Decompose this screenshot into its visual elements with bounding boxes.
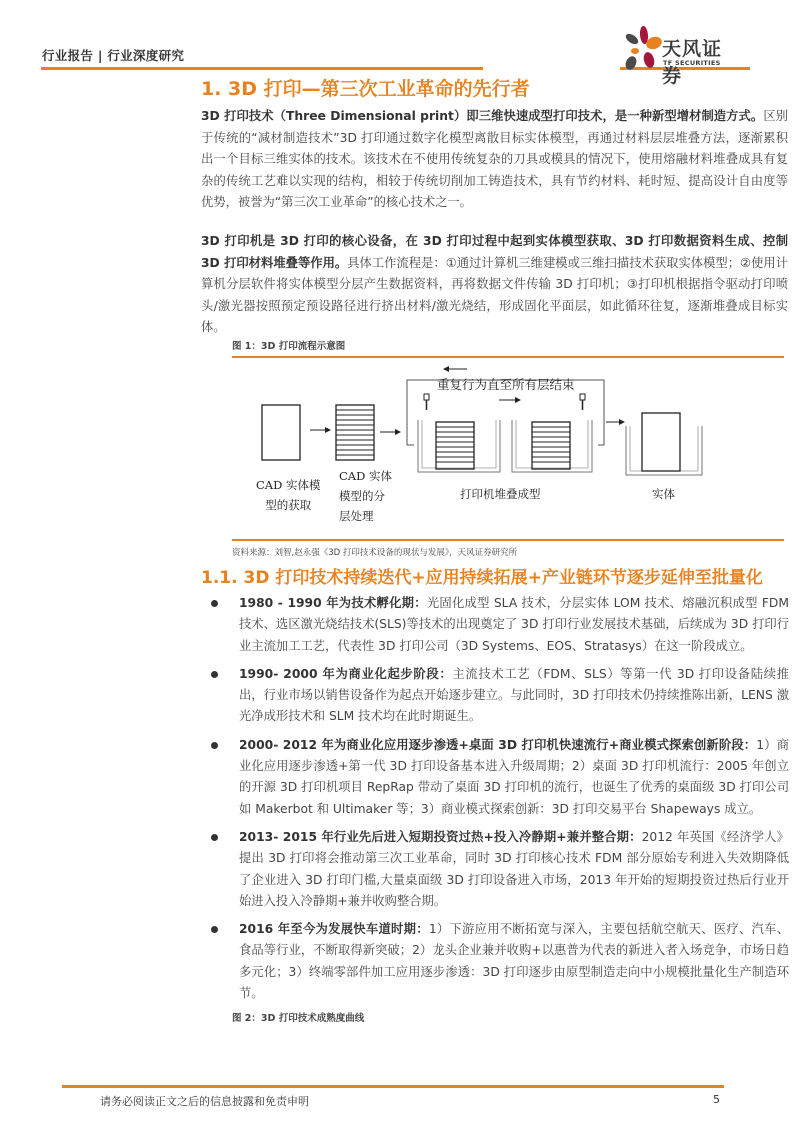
figure-1-bottom-rule: [232, 539, 784, 541]
footer-divider: [62, 1085, 724, 1088]
bullet-icon: [211, 600, 218, 607]
figure-1-caption: 图 1：3D 打印流程示意图: [232, 341, 346, 352]
timeline-item-1980-1990: 1980 - 1990 年为技术孵化期：光固化成型 SLA 技术，分层实体 LOM 技术、熔融沉积成型 FDM 技术、选区激光烧结技术(SLS)等技术的出现奠定了 3D 打印行业发展技术基础，后续成为 3D 打印行业主流加工工艺，代表性 3D 打印公司（3D Systems、EOS、Stratasys）在这一阶段成立。: [209, 593, 789, 657]
figure-1-diagram: [232, 360, 784, 535]
paragraph-body: 具体工作流程是：①通过计算机三维建模或三维扫描技术获取实体模型；②使用计算机分层软件将实体模型分层产生数据资料，再将数据文件传输 3D 打印机；③打印机根据指令驱动打印喷头/激光器按照预定预设路径进行挤出材料/激光烧结，形成固化平面层，如此循环往复，逐渐堆叠成目标实体。: [201, 255, 788, 334]
figure-2-caption: 图 2：3D 打印技术成熟度曲线: [232, 1013, 365, 1024]
paragraph-lead: 3D 打印机是 3D 打印的核心设备，在 3D 打印过程中起到实体模型获取、3D 打印数据资料生成、控制 3D 打印材料堆叠等作用。: [201, 234, 788, 270]
footer-disclaimer: 请务必阅读正文之后的信息披露和免责申明: [100, 1095, 309, 1108]
section-title: 1. 3D 打印—第三次工业革命的先行者: [201, 78, 530, 100]
timeline-bullet-list: [209, 593, 789, 1011]
logo-flower-icon: [618, 25, 662, 71]
bullet-icon: [211, 834, 218, 841]
step-4-label: 实体: [652, 487, 675, 501]
timeline-item-2013-2015: 2013- 2015 年行业先后进入短期投资过热+投入冷静期+兼并整合期：2012 年英国《经济学人》提出 3D 打印将会推动第三次工业革命，同时 3D 打印核心技术 FDM 部分原始专利进入失效期降低了企业进入 3D 打印门槛,大量桌面级 3D 打印设备进入市场，2013 年开始的短期投资过热后行业开始进入投入冷静期+兼并收购整合期。: [209, 827, 789, 912]
logo-text-cn: 天风证券: [662, 38, 723, 87]
company-logo: [618, 25, 738, 87]
bullet-icon: [211, 671, 218, 678]
logo-text-en: TF SECURITIES: [663, 59, 721, 67]
figure-1-source: 资料来源：刘智,赵永强《3D 打印技术设备的现状与发展》，天风证券研究所: [232, 548, 518, 558]
figure-1-top-rule: [232, 356, 784, 358]
paragraph-lead: 3D 打印技术（Three Dimensional print）即三维快速成型打印技术，是一种新型增材制造方式。: [201, 109, 764, 123]
timeline-item-1990-2000: 1990- 2000 年为商业化起步阶段：主流技术工艺（FDM、SLS）等第一代 3D 打印设备陆续推出，行业市场以销售设备作为起点开始逐步建立。与此同时，3D 打印技术仍持续推陈出新，LENS 激光净成形技术和 SLM 技术均在此时期诞生。: [209, 664, 789, 728]
page-number: 5: [713, 1093, 720, 1106]
paragraph-body: 区别于传统的“减材制造技术”3D 打印通过数字化模型离散目标实体模型，再通过材料层层堆叠方法，逐渐累积出一个目标三维实体的技术。该技术在不使用传统复杂的刀具或模具的情况下，使用熔融材料堆叠成具有复杂的传统工艺难以实现的结构，相较于传统切削加工铸造技术，具有节约材料、耗时短、提高设计自由度等优势，被誉为“第三次工业革命”的核心技术之一。: [201, 109, 788, 209]
bullet-icon: [211, 742, 218, 749]
paragraph-3d-printer-role: [201, 231, 788, 339]
step-1-label: CAD 实体模 型的获取: [256, 478, 321, 512]
subsection-title: 1.1. 3D 打印技术持续迭代+应用持续拓展+产业链环节逐步延伸至批量化: [201, 568, 763, 588]
paragraph-3d-printing-intro: [201, 106, 788, 214]
timeline-item-2000-2012: 2000- 2012 年为商业化应用逐步渗透+桌面 3D 打印机快速流行+商业模式探索创新阶段：1）商业化应用逐步渗透+第一代 3D 打印设备基本进入升级周期；2）桌面 3D 打印机流行：2005 年创立的开源 3D 打印机项目 RepRap 带动了桌面 3D 打印机的流行，也诞生了优秀的桌面级 3D 打印公司如 Makerbot 和 Ultimaker 等；3）商业模式探索创新：3D 打印交易平台 Shapeways 成立。: [209, 735, 789, 820]
loop-label: 重复行为直至所有层结束: [437, 377, 575, 392]
report-type-label: 行业报告 | 行业深度研究: [42, 48, 185, 63]
step-3-label: 打印机堆叠成型: [460, 487, 541, 501]
bullet-icon: [211, 926, 218, 933]
header-divider: [41, 67, 483, 70]
timeline-item-2016-present: 2016 年至今为发展快车道时期：1）下游应用不断拓宽与深入，主要包括航空航天、医疗、汽车、食品等行业，不断取得新突破；2）龙头企业兼并收购+以惠普为代表的新进入者入场竞争，市场日趋多元化；3）终端零部件加工应用逐步渗透：3D 打印逐步由原型制造走向中小规模批量化生产制造环节。: [209, 919, 789, 1004]
step-2-label: CAD 实体 模型的分 层处理: [339, 469, 392, 523]
